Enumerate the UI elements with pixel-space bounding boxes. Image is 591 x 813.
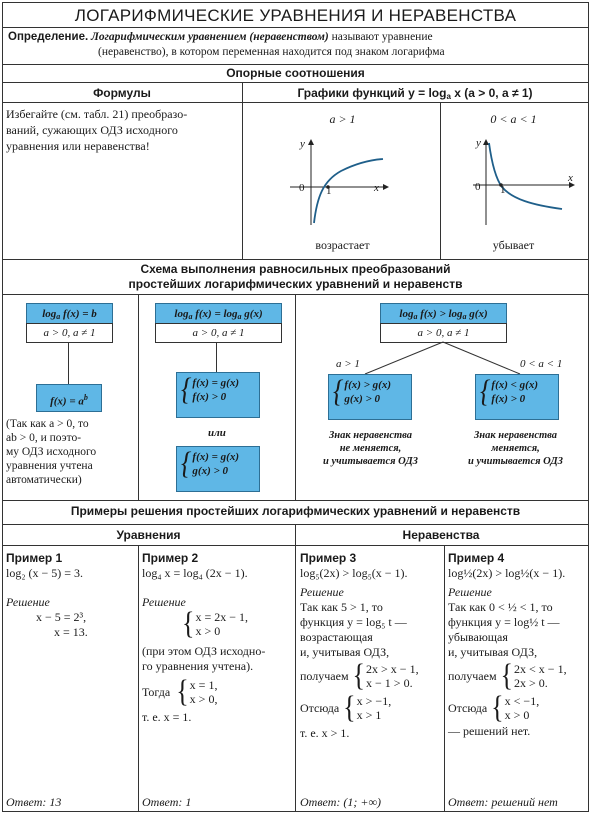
example-3-answer: Ответ: (1; +∞) <box>300 795 382 809</box>
scheme-note-3b: Знак неравенства меняется, и учитывается ОДЗ <box>467 430 564 467</box>
inequalities-header: Неравенства <box>402 528 480 542</box>
examples-title: Примеры решения простейших логарифмических уравнений и неравенств <box>70 504 521 518</box>
graph-right-one: 1 <box>500 184 506 196</box>
scheme-condition-1: a > 0, a ≠ 1 <box>26 323 113 343</box>
example-4-answer: Ответ: решений нет <box>448 795 558 809</box>
definition-rest2: (неравенство), в котором переменная находится под знаком логарифма <box>98 46 445 58</box>
scheme-or: или <box>208 427 226 439</box>
divider <box>242 82 243 259</box>
scheme-result-1: $f(x) = a^b$ <box>36 384 102 412</box>
definition <box>8 30 583 60</box>
definition-label: Определение. <box>8 31 89 43</box>
scheme-system-3a: { f(x) > g(x) g(x) > 0 <box>328 374 412 420</box>
divider <box>444 545 445 811</box>
divider <box>138 545 139 811</box>
connector <box>216 342 217 372</box>
page-title: ЛОГАРИФМИЧЕСКИЕ УРАВНЕНИЯ И НЕРАВЕНСТВА <box>74 6 517 25</box>
graph-left-one: 1 <box>326 185 332 197</box>
graph-right-x: x <box>568 172 573 184</box>
equations-header: Уравнения <box>116 528 181 542</box>
scheme-note-1: (Так как a > 0, то ab > 0, и поэто- му ОДЗ исходного уравнения учтена автоматически) <box>6 418 97 486</box>
graph-left-condition: a > 1 <box>329 112 356 126</box>
scheme-box-log-greater-log: $\log_a f(x) > \log_a g(x)$ <box>380 303 507 325</box>
divider <box>2 82 589 83</box>
formulas-text: Избегайте (см. табл. 21) преобразо- ваний, сужающих ОДЗ исходного уравнения или неравенства! <box>6 107 188 153</box>
scheme-note-3a: Знак неравенства не меняется, и учитывается ОДЗ <box>322 430 419 467</box>
example-3: Пример 3 log₅(2x) > log₅(x − 1). Решение Так как 5 > 1, то функция y = log₅ t — возрастающая и, учитывая ОДЗ, получаем { 2x > x − 1, x − 1 > 0. Отсюда { x > −1, x > 1 т. е. x > 1. <box>300 551 419 740</box>
example-1-answer: Ответ: 13 <box>6 795 62 809</box>
divider <box>2 102 589 103</box>
graph-right-caption: убывает <box>492 238 535 252</box>
example-1: Пример 1 log₂ (x − 5) = 3. Решение x − 5 = 2³, x = 13. <box>6 551 88 639</box>
graph-right-y: y <box>476 137 481 149</box>
scheme-title: Схема выполнения равносильных преобразований простейших логарифмических уравнений и неравенств <box>128 262 463 291</box>
scheme-branch-left: a > 1 <box>336 358 360 370</box>
formulas-header: Формулы <box>93 86 151 100</box>
example-2-answer: Ответ: 1 <box>142 795 192 809</box>
scheme-system-3b: { f(x) < g(x) f(x) > 0 <box>475 374 559 420</box>
graph-left-x: x <box>374 182 379 194</box>
connector <box>68 342 69 384</box>
graph-decreasing <box>468 135 580 230</box>
scheme-box-log-equals-b: $\log_a f(x) = b$ <box>26 303 113 325</box>
graph-right-zero: 0 <box>475 181 481 193</box>
divider <box>440 102 441 259</box>
definition-term: Логарифмическим уравнением (неравенством) <box>91 31 329 43</box>
graph-left-y: y <box>300 138 305 150</box>
example-2: Пример 2 log₄ x = log₄ (2x − 1). Решение { x = 2x − 1, x > 0 (при этом ОДЗ исходно- го уравнения учтена). Тогда { x = 1, x > 0, т. е. x = 1. <box>142 551 266 724</box>
scheme-box-log-equals-log: $\log_a f(x) = \log_a g(x)$ <box>155 303 282 325</box>
divider <box>138 294 139 500</box>
scheme-condition-2: a > 0, a ≠ 1 <box>155 323 282 343</box>
definition-rest1: называют уравнение <box>328 31 433 43</box>
graph-left-zero: 0 <box>299 182 305 194</box>
scheme-condition-3: a > 0, a ≠ 1 <box>380 323 507 343</box>
graph-right-condition: 0 < a < 1 <box>490 112 537 126</box>
divider <box>2 27 589 28</box>
scheme-system-2a: { f(x) = g(x) f(x) > 0 <box>176 372 260 418</box>
scheme-system-2b: { f(x) = g(x) g(x) > 0 <box>176 446 260 492</box>
divider <box>295 294 296 500</box>
basic-relations-title: Опорные соотношения <box>226 66 365 80</box>
divider <box>2 259 589 260</box>
divider <box>2 64 589 65</box>
example-4: Пример 4 log½(2x) > log½(x − 1). Решение Так как 0 < ½ < 1, то функция y = log½ t — убывающая и, учитывая ОДЗ, получаем { 2x < x − 1, 2x > 0. Отсюда { x < −1, x > 0 — решений нет. <box>448 551 567 738</box>
graphs-header: Графики функций $y = \log_a x$ (a > 0, a ≠ 1) <box>297 86 533 101</box>
graph-left-caption: возрастает <box>315 238 370 252</box>
scheme-branch-right: 0 < a < 1 <box>520 358 563 370</box>
divider <box>2 500 589 501</box>
divider <box>295 524 296 811</box>
